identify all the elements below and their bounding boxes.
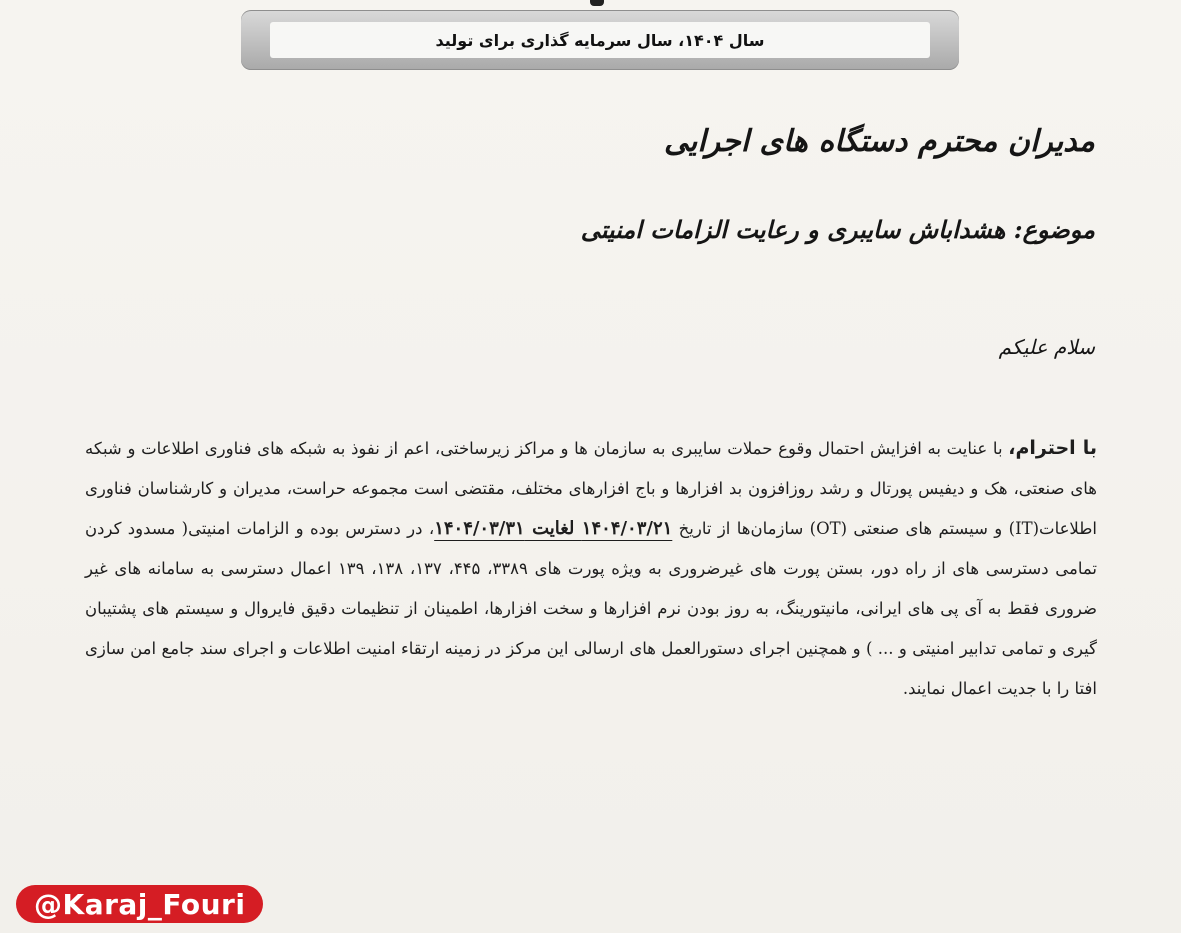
body-text-part1: با عنایت به افزایش احتمال وقوع حملات سایبری به سازمان ها و مراکز زیرساختی، اعم از نفوذ به شبکه های فناوری اطلاعات و شبکه های صنعتی، هک و دیفیس پورتال و رشد روزافزون بد افزارها و باج افزارهای مختلف، مقتضی است مجموعه حراست، مدیران و کارشناسان فناوری اطلاعات(IT) و سیستم های صنعتی (OT) سازمان‌ها از تاریخ xyxy=(85,439,1097,538)
addressee-heading: مدیران محترم دستگاه های اجرایی xyxy=(663,124,1095,159)
year-slogan-text: سال ۱۴۰۴، سال سرمایه گذاری برای تولید xyxy=(435,30,765,50)
year-slogan-strip xyxy=(270,22,930,58)
greeting-line: سلام علیکم xyxy=(998,335,1095,359)
channel-watermark: @Karaj_Fouri xyxy=(16,885,263,923)
letterhead-mark xyxy=(590,0,604,6)
letter-body xyxy=(85,428,1097,709)
date-range: ۱۴۰۴/۰۳/۲۱ لغایت ۱۴۰۴/۰۳/۳۱ xyxy=(434,518,673,539)
subject-line: موضوع: هشداباش سایبری و رعایت الزامات امنیتی xyxy=(580,215,1095,244)
body-text-part2: ، در دسترس بوده و الزامات امنیتی( مسدود کردن تمامی دسترسی های از راه دور، بستن پورت های غیرضروری به ویژه پورت های ۳۳۸۹، ۴۴۵، ۱۳۷، ۱۳۸، ۱۳۹ اعمال دسترسی به سامانه های غیر ضروری فقط به آی پی های ایرانی، مانیتورینگ، به روز بودن نرم افزارها و سخت افزارها، اطمینان از تنظیمات دقیق فایروال و سیستم های پشتیبان گیری و تمامی تدابیر امنیتی و ... ) و همچنین اجرای دستورالعمل های ارسالی این مرکز در زمینه ارتقاء امنیت اطلاعات و اجرای سند جامع امن سازی افتا را با جدیت اعمال نمایند. xyxy=(85,519,1097,698)
body-lead: با احترام، xyxy=(1008,437,1097,459)
